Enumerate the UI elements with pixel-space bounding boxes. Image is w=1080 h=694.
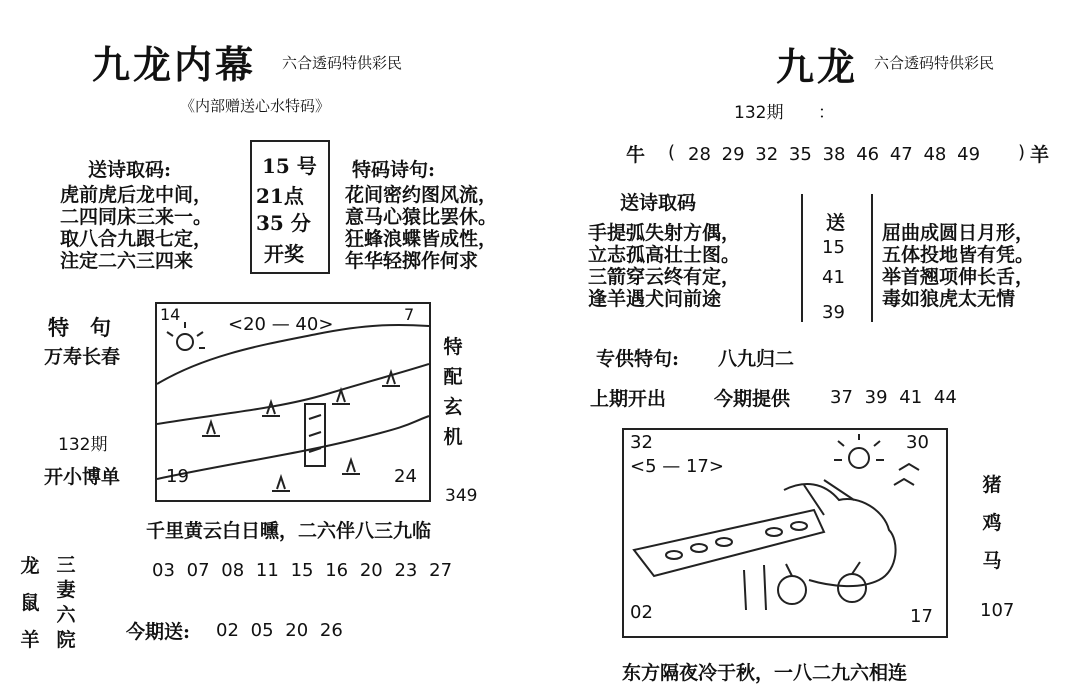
right-poem	[588, 222, 740, 310]
right-sketch-top-left: 32	[630, 432, 653, 453]
poem-line: 毒如狼虎太无情	[882, 288, 1016, 310]
box-value: 15	[822, 237, 845, 258]
left-issue: 132期	[58, 435, 108, 455]
today-label: 今期送:	[126, 621, 191, 643]
left-number-list	[152, 560, 452, 581]
poem-line: 五体投地皆有凭。	[882, 244, 1035, 266]
offer-label: 今期提供	[714, 388, 791, 410]
special-poem-heading: 特码诗句:	[352, 159, 436, 181]
right-poem-2	[882, 222, 1034, 310]
right-title: 九龙	[776, 44, 859, 89]
number: 03	[152, 560, 175, 581]
right-side-number: 107	[980, 600, 1015, 621]
right-slogan: 东方隔夜冷于秋，一八二九六相连	[622, 662, 908, 684]
number: 39	[864, 387, 888, 408]
side-vertical-text: 特配玄机	[443, 336, 463, 448]
left-tagline: 六合透码特供彩民	[282, 54, 403, 72]
zodiac-item: 羊	[20, 629, 40, 651]
number: 02	[216, 620, 239, 641]
number: 47	[889, 144, 913, 165]
poem-line: 三箭穿云终有定，	[588, 266, 741, 288]
number: 23	[394, 560, 418, 581]
box-send-label: 送	[826, 212, 846, 234]
box-value: 41	[822, 267, 845, 288]
poem-line: 年华轻掷作何求	[345, 250, 479, 272]
zodiac-item: 龙	[20, 555, 40, 577]
left-poem	[60, 184, 212, 272]
poem-line: 手提弧失射方偶，	[588, 222, 741, 244]
right-poem-heading: 送诗取码	[620, 192, 697, 214]
number: 27	[429, 560, 453, 581]
number: 11	[255, 560, 279, 581]
number: 26	[319, 620, 343, 641]
goat-label: 羊	[1030, 144, 1050, 166]
right-special-value: 八九归二	[718, 348, 795, 370]
poem-line: 屈曲成圆日月形，	[882, 222, 1035, 244]
number: 49	[957, 144, 981, 165]
left-slogan: 千里黄云白日曛，二六伴八三九临	[146, 520, 432, 542]
right-sketch-bottom-right: 17	[910, 606, 933, 627]
bet-label: 开小博单	[44, 466, 121, 488]
number: 35	[788, 144, 812, 165]
poem-line: 逢羊遇犬问前途	[588, 288, 722, 310]
left-poem-heading: 送诗取码:	[88, 159, 172, 181]
number: 46	[856, 144, 880, 165]
ox-label: 牛	[626, 144, 646, 166]
poem-line: 举首翘项伸长舌，	[882, 266, 1035, 288]
right-special-label: 专供特句:	[596, 348, 680, 370]
special-phrase: 万寿长春	[44, 346, 121, 368]
box-left-line	[801, 194, 803, 322]
right-sketch-range: <5 — 17>	[630, 456, 724, 477]
poem-line: 取八合九跟七定，	[60, 228, 213, 250]
draw-hour: 21点	[256, 184, 304, 208]
animal-item: 猪	[982, 474, 1002, 496]
left-sketch-bottom-left: 19	[166, 466, 189, 487]
animal-item: 马	[982, 550, 1002, 572]
left-sketch-top-right: 7	[404, 305, 415, 324]
ox-open-paren: (	[668, 142, 676, 163]
number: 07	[186, 560, 210, 581]
left-sketch-bottom-right: 24	[394, 466, 417, 487]
offer-number-list	[830, 387, 957, 408]
right-issue-mark: ：	[818, 103, 835, 123]
number: 28	[688, 144, 711, 165]
number: 16	[325, 560, 349, 581]
animal-item: 鸡	[982, 512, 1002, 534]
ox-close-paren: )	[1018, 142, 1026, 163]
left-subtitle: 《内部赠送心水特码》	[180, 97, 331, 115]
poem-line: 立志孤高壮士图。	[588, 244, 741, 266]
family-item: 院	[56, 629, 76, 651]
right-sketch-bottom-left: 02	[630, 602, 653, 623]
number: 44	[933, 387, 957, 408]
family-item: 妻	[56, 579, 76, 601]
poem-line: 虎前虎后龙中间，	[60, 184, 213, 206]
poem-line: 狂蜂浪蝶皆成性，	[345, 228, 498, 250]
left-side-number: 349	[445, 486, 478, 506]
number: 15	[290, 560, 314, 581]
today-number-list	[216, 620, 343, 641]
number: 38	[822, 144, 846, 165]
poem-line: 注定二六三四来	[60, 250, 194, 272]
draw-minute: 35 分	[256, 211, 311, 235]
poem-line: 意马心猿比罢休。	[345, 206, 498, 228]
zodiac-vertical	[18, 548, 42, 659]
family-item: 六	[56, 604, 76, 626]
ox-number-list	[688, 144, 980, 165]
poem-line: 花间密约图风流，	[345, 184, 498, 206]
box-value: 39	[822, 302, 845, 323]
right-issue: 132期	[734, 103, 784, 123]
poem-line: 二四同床三来一。	[60, 206, 213, 228]
number: 29	[721, 144, 745, 165]
right-sketch-top-right: 30	[906, 432, 929, 453]
family-vertical	[54, 553, 78, 653]
number: 08	[221, 560, 245, 581]
right-tagline: 六合透码特供彩民	[874, 54, 995, 72]
zodiac-item: 鼠	[20, 592, 40, 614]
number: 48	[923, 144, 947, 165]
number: 20	[359, 560, 383, 581]
left-sketch-range: <20 — 40>	[228, 314, 334, 335]
left-sketch-top-left: 14	[160, 305, 181, 324]
special-phrase-label: 特 句	[48, 315, 111, 340]
number: 41	[899, 387, 923, 408]
family-item: 三	[56, 554, 76, 576]
draw-label: 开奖	[264, 242, 304, 266]
left-title: 九龙内幕	[92, 42, 257, 87]
draw-day: 15 号	[262, 154, 317, 178]
last-draw-label: 上期开出	[590, 388, 667, 410]
box-right-line	[871, 194, 873, 322]
number: 20	[285, 620, 309, 641]
animal-vertical	[980, 466, 1004, 580]
number: 05	[250, 620, 274, 641]
number: 37	[830, 387, 853, 408]
number: 32	[755, 144, 779, 165]
special-poem	[345, 184, 497, 272]
